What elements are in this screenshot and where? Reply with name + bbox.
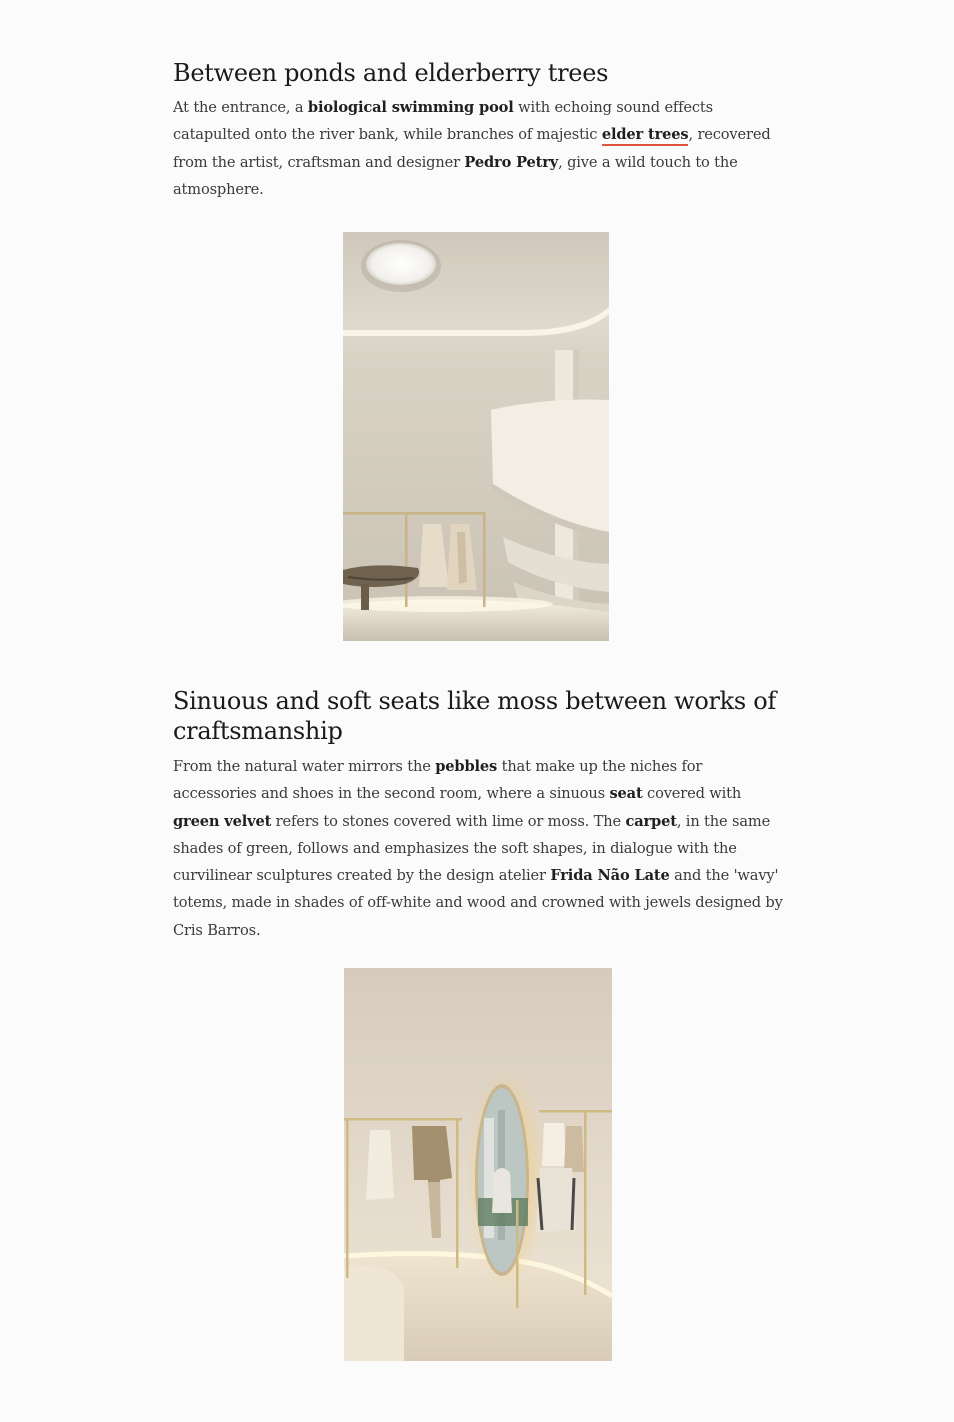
photo-boutique-spiral-staircase bbox=[343, 232, 609, 641]
text-span: that make up the niches for accessories and shoes in the second room, where a sinuous bbox=[173, 758, 703, 803]
text-span: covered with bbox=[642, 785, 742, 803]
text-span: , give a wild touch to the atmosphere. bbox=[173, 153, 738, 198]
bold-term-pebbles: pebbles bbox=[435, 758, 498, 775]
text-span: refers to stones covered with lime or moss. The bbox=[271, 812, 626, 830]
section-heading-ponds: Between ponds and elderberry trees bbox=[173, 59, 609, 87]
section-paragraph-seats bbox=[173, 753, 785, 944]
bold-term-seat: seat bbox=[609, 785, 643, 803]
link-elder-trees[interactable]: elder trees bbox=[602, 126, 689, 146]
bold-term-carpet: carpet bbox=[625, 812, 677, 830]
text-span: , in the same shades of green, follows and emphasizes the soft shapes, in dialogue with the curvilinear sculptures created by the design atelier bbox=[173, 812, 771, 885]
bold-term-pedro-petry: Pedro Petry bbox=[464, 153, 559, 171]
section-paragraph-ponds bbox=[173, 94, 788, 203]
bold-term-swimming-pool: biological swimming pool bbox=[307, 99, 514, 116]
photo-illustration bbox=[344, 968, 612, 1361]
bold-term-green-velvet: green velvet bbox=[173, 812, 272, 830]
photo-boutique-oval-mirror bbox=[344, 968, 612, 1361]
text-span: , recovered from the artist, craftsman and designer bbox=[173, 126, 771, 171]
text-span: with echoing sound effects catapulted onto the river bank, while branches of majestic bbox=[173, 99, 713, 144]
text-span: At the entrance, a bbox=[173, 99, 308, 116]
text-span: and the 'wavy' totems, made in shades of off-white and wood and crowned with jewels designed by Cris Barros. bbox=[173, 867, 783, 939]
section-heading-seats: Sinuous and soft seats like moss between works of craftsmanship bbox=[173, 687, 777, 745]
bold-term-frida-nao-late: Frida Não Late bbox=[550, 867, 670, 885]
text-span: From the natural water mirrors the bbox=[173, 758, 436, 775]
photo-illustration bbox=[343, 232, 609, 641]
